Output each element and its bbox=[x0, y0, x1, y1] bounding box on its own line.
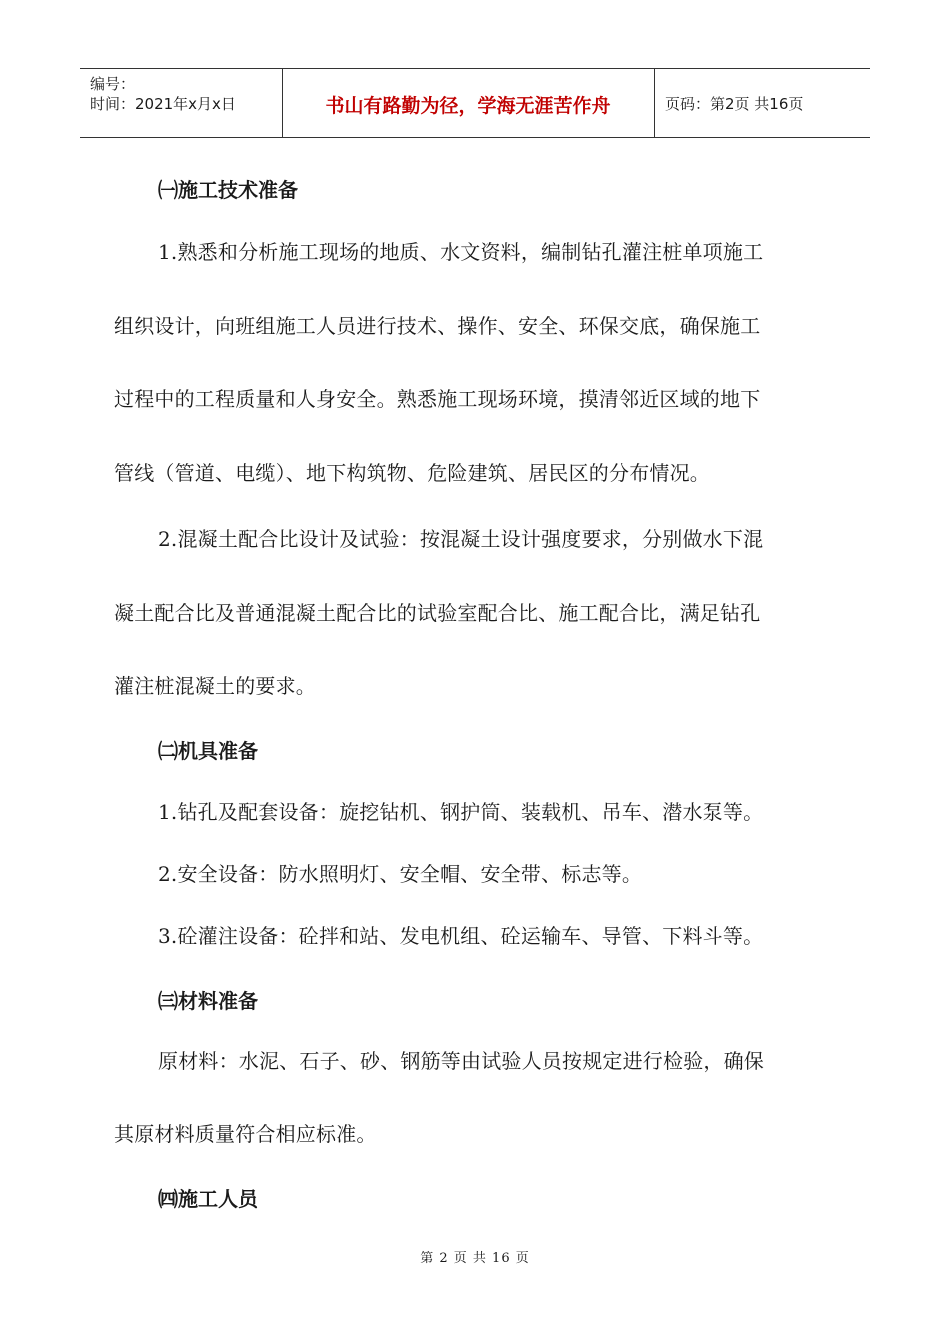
header-meta-cell bbox=[80, 69, 283, 137]
list-item: 1.钻孔及配套设备：旋挖钻机、钢护筒、装载机、吊车、潜水泵等。 bbox=[158, 800, 764, 824]
document-header bbox=[80, 68, 870, 138]
paragraph-line: 凝土配合比及普通混凝土配合比的试验室配合比、施工配合比，满足钻孔 bbox=[114, 601, 761, 625]
section-heading-machinery: ㈡机具准备 bbox=[158, 739, 258, 763]
section-heading-materials: ㈢材料准备 bbox=[158, 989, 258, 1013]
paragraph-line: 1.熟悉和分析施工现场的地质、水文资料，编制钻孔灌注桩单项施工 bbox=[158, 240, 764, 264]
paragraph-line: 原材料：水泥、石子、砂、钢筋等由试验人员按规定进行检验，确保 bbox=[158, 1049, 764, 1073]
paragraph-line: 2.混凝土配合比设计及试验：按混凝土设计强度要求，分别做水下混 bbox=[158, 527, 764, 551]
header-page-cell bbox=[655, 69, 870, 137]
header-motto-cell bbox=[282, 69, 655, 137]
paragraph-line: 过程中的工程质量和人身安全。熟悉施工现场环境，摸清邻近区域的地下 bbox=[114, 387, 761, 411]
document-date-label: 时间：2021年x月x日 bbox=[90, 95, 236, 113]
paragraph-line: 组织设计，向班组施工人员进行技术、操作、安全、环保交底，确保施工 bbox=[114, 314, 761, 338]
page-footer: 第 2 页 共 16 页 bbox=[420, 1251, 530, 1266]
header-page-info: 页码：第2页 共16页 bbox=[665, 95, 804, 113]
paragraph-line: 灌注桩混凝土的要求。 bbox=[114, 674, 316, 698]
section-heading-technical: ㈠施工技术准备 bbox=[158, 178, 298, 202]
section-heading-personnel: ㈣施工人员 bbox=[158, 1187, 258, 1211]
list-item: 2.安全设备：防水照明灯、安全帽、安全带、标志等。 bbox=[158, 862, 643, 886]
paragraph-line: 管线（管道、电缆）、地下构筑物、危险建筑、居民区的分布情况。 bbox=[114, 461, 710, 485]
paragraph-line: 其原材料质量符合相应标准。 bbox=[114, 1122, 377, 1146]
document-number-label: 编号： bbox=[90, 75, 136, 93]
header-motto: 书山有路勤为径，学海无涯苦作舟 bbox=[325, 95, 611, 117]
list-item: 3.砼灌注设备：砼拌和站、发电机组、砼运输车、导管、下料斗等。 bbox=[158, 924, 764, 948]
